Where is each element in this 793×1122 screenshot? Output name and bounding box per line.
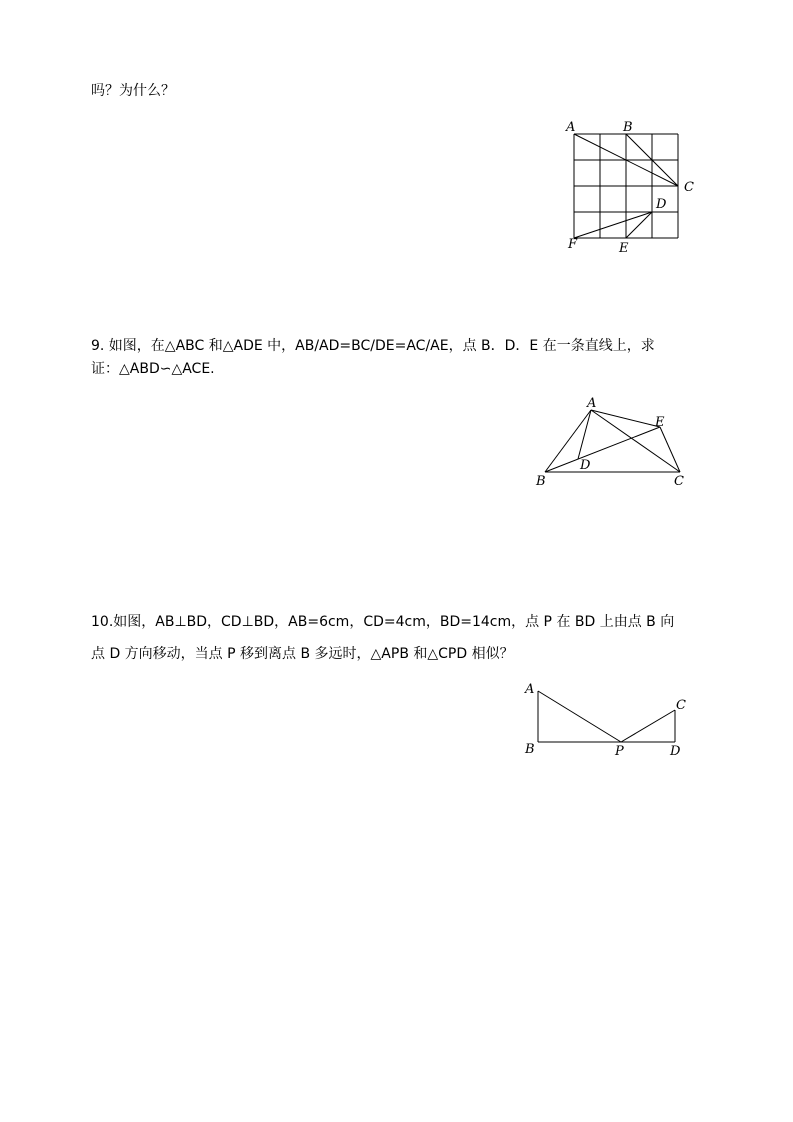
label-e: E [619,241,629,256]
triangle-fed [574,212,652,238]
label-d: D [670,744,681,759]
label-b: B [525,742,535,757]
label-d: D [580,458,591,473]
label-d: D [656,197,667,212]
label-c: C [674,474,684,489]
q9-line1: 9. 如图，在△ABC 和△ADE 中，AB/AD=BC/DE=AC/AE，点 B．D．E 在一条直线上，求 [91,338,655,354]
label-a: A [525,682,535,697]
grid-lines [574,134,678,238]
label-a: A [587,396,597,411]
q9-line2: 证：△ABD∽△ACE. [91,361,215,377]
triangle-abc [574,134,678,186]
q8-text: 吗？为什么？ [91,83,175,99]
label-f: F [568,237,578,252]
label-e: E [655,415,665,430]
label-b: B [623,120,633,135]
label-p: P [615,744,624,759]
q10-line2: 点 D 方向移动，当点 P 移到离点 B 多远时，△APB 和△CPD 相似？ [91,646,514,662]
label-b: B [536,474,546,489]
label-c: C [676,698,686,713]
label-c: C [684,180,694,195]
q10-line1: 10.如图，AB⊥BD，CD⊥BD，AB=6cm，CD=4cm，BD=14cm，点 P 在 BD 上由点 B 向 [91,614,675,630]
label-a: A [566,120,576,135]
